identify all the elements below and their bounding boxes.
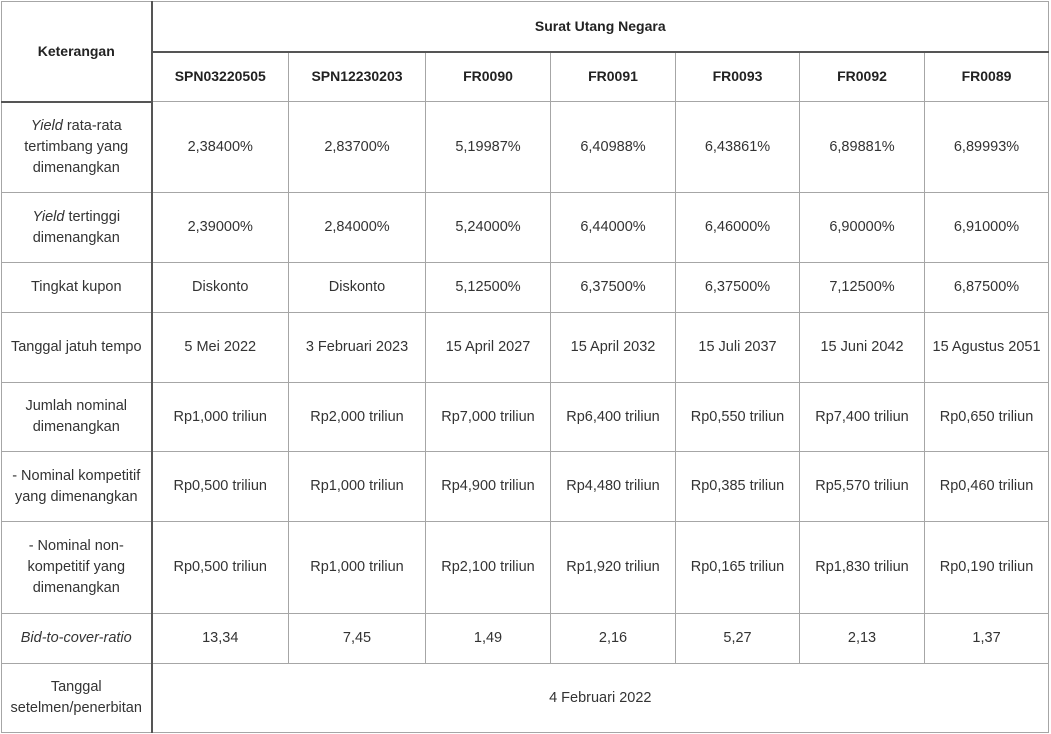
table-cell: 2,16 xyxy=(551,614,676,664)
table-cell: Rp0,165 triliun xyxy=(676,522,800,614)
table-cell: 5,27 xyxy=(676,614,800,664)
table-cell: Rp0,190 triliun xyxy=(925,522,1049,614)
table-body xyxy=(2,102,1049,664)
table-cell: Rp1,920 triliun xyxy=(551,522,676,614)
table-cell: Rp6,400 triliun xyxy=(551,383,676,452)
table-cell: Rp0,500 triliun xyxy=(152,522,289,614)
row-label-italic: Yield xyxy=(30,117,63,134)
table-cell: 6,37500% xyxy=(551,263,676,313)
header-series: SPN03220505 xyxy=(152,52,289,102)
header-series: FR0093 xyxy=(676,52,800,102)
table-cell: 5 Mei 2022 xyxy=(152,313,289,383)
table-cell: Rp7,400 triliun xyxy=(800,383,925,452)
table-row xyxy=(2,452,1049,522)
table-cell: 13,34 xyxy=(152,614,289,664)
table-cell: 15 Juli 2037 xyxy=(676,313,800,383)
table-cell: Rp0,385 triliun xyxy=(676,452,800,522)
table-cell: Rp2,100 triliun xyxy=(426,522,551,614)
header-series: SPN12230203 xyxy=(289,52,426,102)
table-cell: 15 April 2032 xyxy=(551,313,676,383)
header-series: FR0090 xyxy=(426,52,551,102)
table-cell: 6,43861% xyxy=(676,102,800,193)
table-cell: Rp1,000 triliun xyxy=(152,383,289,452)
table-row xyxy=(2,102,1049,193)
row-label-italic: Bid-to-cover-ratio xyxy=(20,630,132,646)
table-cell: Diskonto xyxy=(289,263,426,313)
table-cell: 3 Februari 2023 xyxy=(289,313,426,383)
table-cell: 6,40988% xyxy=(551,102,676,193)
table-cell: 1,49 xyxy=(426,614,551,664)
table-cell: Diskonto xyxy=(152,263,289,313)
row-label-text: rata-rata tertimbang yang dimenangkan xyxy=(24,117,129,176)
header-series: FR0089 xyxy=(925,52,1049,102)
table-cell: 2,13 xyxy=(800,614,925,664)
row-label-text: Tanggal jatuh tempo xyxy=(10,339,142,355)
table-cell: 1,37 xyxy=(925,614,1049,664)
table-cell: Rp4,480 triliun xyxy=(551,452,676,522)
table-cell: 2,39000% xyxy=(152,193,289,263)
table-cell: 7,12500% xyxy=(800,263,925,313)
row-label xyxy=(2,452,152,522)
table-row xyxy=(2,313,1049,383)
table-cell: Rp0,550 triliun xyxy=(676,383,800,452)
table-cell: 5,24000% xyxy=(426,193,551,263)
table-cell: 5,12500% xyxy=(426,263,551,313)
table-cell: 15 Agustus 2051 xyxy=(925,313,1049,383)
table-cell: 6,91000% xyxy=(925,193,1049,263)
header-group-title: Surat Utang Negara xyxy=(152,2,1049,52)
table-row xyxy=(2,383,1049,452)
row-label xyxy=(2,614,152,664)
row-label xyxy=(2,522,152,614)
table-cell: Rp4,900 triliun xyxy=(426,452,551,522)
table-cell: Rp1,830 triliun xyxy=(800,522,925,614)
table-cell: 6,87500% xyxy=(925,263,1049,313)
header-keterangan: Keterangan xyxy=(2,2,152,102)
table-cell: 6,46000% xyxy=(676,193,800,263)
table-cell: Rp5,570 triliun xyxy=(800,452,925,522)
auction-results-table xyxy=(1,1,1049,733)
row-label-text: Tingkat kupon xyxy=(30,279,122,295)
table-row xyxy=(2,193,1049,263)
header-series: FR0092 xyxy=(800,52,925,102)
table-cell: 7,45 xyxy=(289,614,426,664)
header-row-series xyxy=(2,52,1049,102)
table-cell: 2,83700% xyxy=(289,102,426,193)
table-cell: Rp0,460 triliun xyxy=(925,452,1049,522)
row-label xyxy=(2,313,152,383)
table-cell: Rp2,000 triliun xyxy=(289,383,426,452)
table-cell: Rp0,650 triliun xyxy=(925,383,1049,452)
row-label-text: - Nominal kompetitif yang dimenangkan xyxy=(12,467,141,505)
table-row xyxy=(2,614,1049,664)
header-series: FR0091 xyxy=(551,52,676,102)
table-row xyxy=(2,522,1049,614)
table-cell: Rp1,000 triliun xyxy=(289,452,426,522)
row-label xyxy=(2,193,152,263)
table-cell: Rp1,000 triliun xyxy=(289,522,426,614)
row-label xyxy=(2,102,152,193)
table-cell: 15 Juni 2042 xyxy=(800,313,925,383)
table-cell: Rp0,500 triliun xyxy=(152,452,289,522)
table-cell: 6,44000% xyxy=(551,193,676,263)
table-cell: 15 April 2027 xyxy=(426,313,551,383)
table-cell: 6,90000% xyxy=(800,193,925,263)
header-row-group xyxy=(2,2,1049,52)
table-cell: 6,89993% xyxy=(925,102,1049,193)
row-label-text: Jumlah nominal dimenangkan xyxy=(25,398,128,435)
table-cell: 6,37500% xyxy=(676,263,800,313)
settlement-value: 4 Februari 2022 xyxy=(152,664,1049,733)
row-label-italic: Yield xyxy=(32,208,65,225)
row-label-text: - Nominal non-kompetitif yang dimenangkan xyxy=(27,538,126,596)
table-cell: 6,89881% xyxy=(800,102,925,193)
row-label-text: tertinggi dimenangkan xyxy=(32,208,121,246)
table-cell: 5,19987% xyxy=(426,102,551,193)
table-cell: Rp7,000 triliun xyxy=(426,383,551,452)
settlement-row xyxy=(2,664,1049,733)
row-label xyxy=(2,263,152,313)
table-cell: 2,38400% xyxy=(152,102,289,193)
row-label: Tanggal setelmen/penerbitan xyxy=(2,664,152,733)
table-cell: 2,84000% xyxy=(289,193,426,263)
row-label xyxy=(2,383,152,452)
table-row xyxy=(2,263,1049,313)
